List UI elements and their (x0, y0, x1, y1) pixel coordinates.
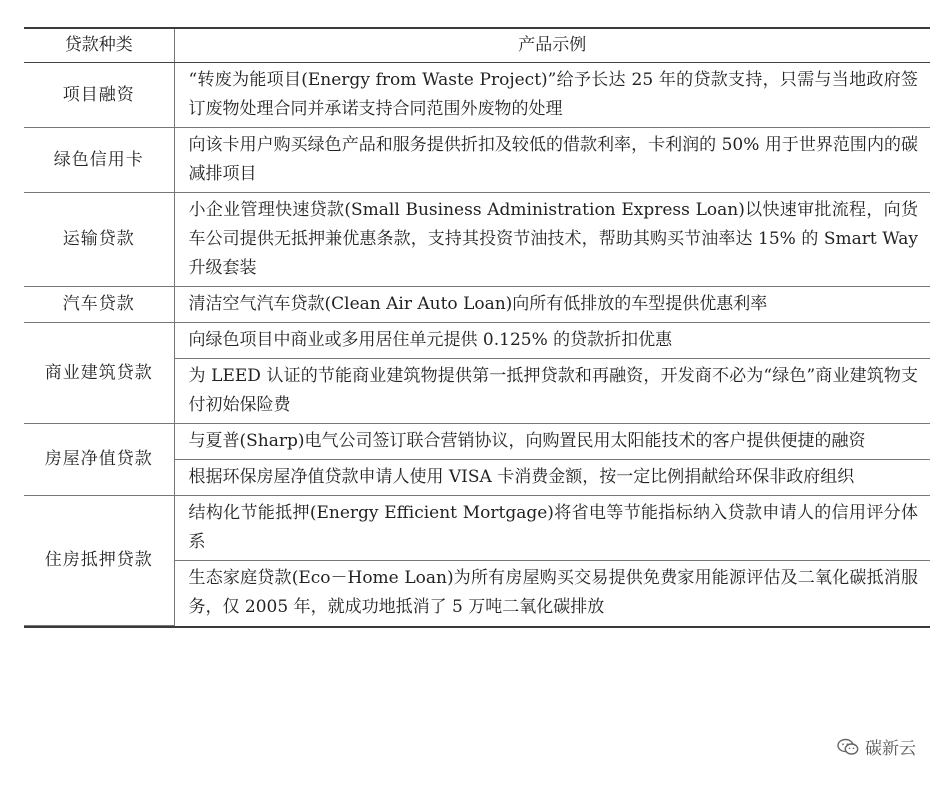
category-cell: 运输贷款 (24, 193, 174, 287)
table-row (24, 193, 930, 287)
table-row (24, 496, 930, 561)
example-cell: 生态家庭贷款(Eco－Home Loan)为所有房屋购买交易提供免费家用能源评估及二氧化碳抵消服务，仅 2005 年，就成功地抵消了 5 万吨二氧化碳排放 (188, 568, 918, 617)
category-cell: 房屋净值贷款 (24, 424, 174, 496)
category-cell: 商业建筑贷款 (24, 323, 174, 424)
example-cell: 小企业管理快速贷款(Small Business Administration Express Loan)以快速审批流程，向货车公司提供无抵押兼优惠条款，支持其投资节油技术，帮助其购买节油率达 15% 的 Smart Way 升级套装 (174, 193, 930, 287)
example-cell: “转废为能项目(Energy from Waste Project)”给予长达 25 年的贷款支持，只需与当地政府签订废物处理合同并承诺支持合同范围外废物的处理 (174, 63, 930, 128)
example-cell: 向该卡用户购买绿色产品和服务提供折扣及较低的借款利率，卡利润的 50% 用于世界范围内的碳减排项目 (174, 128, 930, 193)
header-product-example: 产品示例 (174, 29, 930, 63)
watermark-text: 碳新云 (865, 739, 916, 759)
table-header-row (24, 29, 930, 63)
table-row (24, 128, 930, 193)
wechat-icon (837, 738, 859, 756)
category-cell: 项目融资 (24, 63, 174, 128)
example-cell: 根据环保房屋净值贷款申请人使用 VISA 卡消费金额，按一定比例捐献给环保非政府组织 (174, 460, 930, 496)
example-cell: 清洁空气汽车贷款(Clean Air Auto Loan)向所有低排放的车型提供优惠利率 (174, 287, 930, 323)
table-row (24, 323, 930, 359)
loan-products-table (24, 29, 930, 626)
table-row (24, 424, 930, 460)
table-row (24, 287, 930, 323)
category-cell: 住房抵押贷款 (24, 496, 174, 626)
example-cell: 向绿色项目中商业或多用居住单元提供 0.125% 的贷款折扣优惠 (174, 323, 930, 359)
source-watermark (833, 732, 920, 761)
example-cell: 与夏普(Sharp)电气公司签订联合营销协议，向购置民用太阳能技术的客户提供便捷的融资 (174, 424, 930, 460)
table-row (24, 63, 930, 128)
loan-products-table-wrapper (24, 27, 930, 628)
category-cell: 绿色信用卡 (24, 128, 174, 193)
example-cell: 为 LEED 认证的节能商业建筑物提供第一抵押贷款和再融资，开发商不必为“绿色”商业建筑物支付初始保险费 (174, 359, 930, 424)
example-cell: 结构化节能抵押(Energy Efficient Mortgage)将省电等节能指标纳入贷款申请人的信用评分体系 (174, 496, 930, 561)
header-loan-type: 贷款种类 (24, 29, 174, 63)
category-cell: 汽车贷款 (24, 287, 174, 323)
